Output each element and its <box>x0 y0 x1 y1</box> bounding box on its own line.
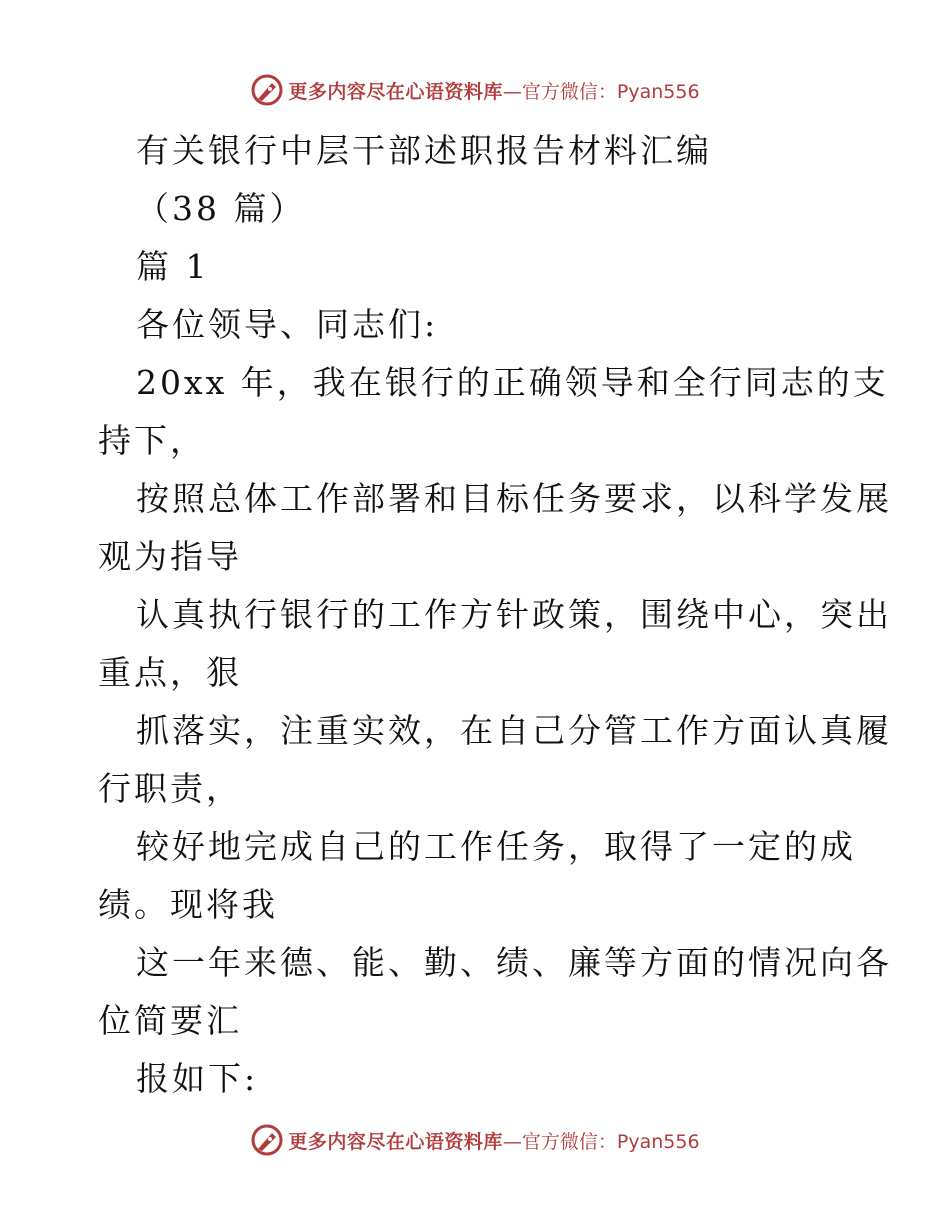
footer-watermark-banner <box>0 1120 950 1160</box>
paragraph-line: 抓落实，注重实效，在自己分管工作方面认真履 <box>136 711 892 750</box>
paragraph-line: 位简要汇 <box>98 1001 242 1040</box>
pen-nib-logo-icon <box>250 1123 284 1157</box>
section-heading: 篇 1 <box>136 247 210 286</box>
paragraph-line: 持下， <box>98 421 206 460</box>
paragraph-line: 按照总体工作部署和目标任务要求，以科学发展 <box>136 479 892 518</box>
banner-sub-text: —官方微信：Pyan556 <box>502 1130 700 1153</box>
paragraph-line: 较好地完成自己的工作任务，取得了一定的成 <box>136 827 856 866</box>
banner-sub-text: —官方微信：Pyan556 <box>502 80 700 103</box>
banner-main-text: 更多内容尽在心语资料库 <box>288 1130 503 1153</box>
paragraph-line: 这一年来德、能、勤、绩、廉等方面的情况向各 <box>136 943 892 982</box>
paragraph-line: 认真执行银行的工作方针政策，围绕中心，突出 <box>136 595 892 634</box>
header-watermark-banner <box>0 70 950 110</box>
paragraph-line: 报如下: <box>136 1059 259 1098</box>
document-body <box>98 122 892 1108</box>
paragraph-line: 绩。现将我 <box>98 885 278 924</box>
document-subtitle: （38 篇） <box>136 189 306 228</box>
salutation: 各位领导、同志们: <box>136 305 439 344</box>
pen-nib-logo-icon <box>250 73 284 107</box>
document-title: 有关银行中层干部述职报告材料汇编 <box>136 131 712 170</box>
paragraph-line: 行职责， <box>98 769 242 808</box>
banner-main-text: 更多内容尽在心语资料库 <box>288 80 503 103</box>
paragraph-line: 20xx 年，我在银行的正确领导和全行同志的支 <box>136 363 889 402</box>
paragraph-line: 观为指导 <box>98 537 242 576</box>
paragraph-line: 重点，狠 <box>98 653 242 692</box>
